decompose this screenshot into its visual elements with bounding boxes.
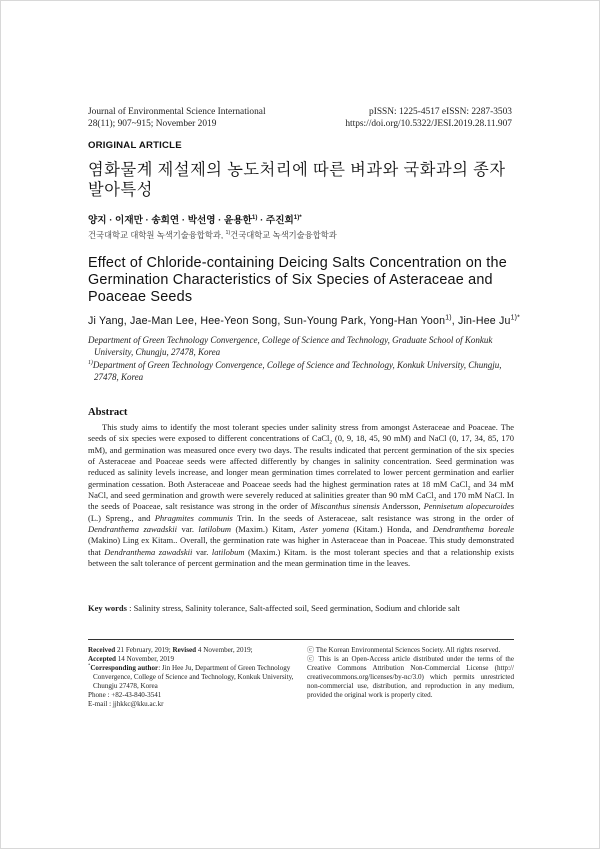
abstract-body (88, 422, 514, 569)
species-name: Dendranthema zawadskii (88, 524, 177, 535)
species-name: Dendranthema boreale (432, 524, 514, 535)
keywords-text: : Salinity stress, Salinity tolerance, Salt-affected soil, Seed germination, Sodium and chloride salt (126, 603, 460, 613)
affiliation-2-line1: Department of Green Technology Convergence, College of Science and Technology, Konkuk University, Chungju, (92, 360, 502, 370)
species-name: latilobum (198, 524, 232, 535)
english-author-list: Ji Yang, Jae-Man Lee, Hee-Yeon Song, Sun-Young Park, Yong-Han Yoon (88, 315, 446, 327)
english-title: Effect of Chloride-containing Deicing Salts Concentration on the Germination Characteristics of Six Species of Asteraceae and Poaceae Seeds (88, 255, 507, 305)
abstract-text: var. (176, 524, 199, 535)
english-corresponding-mark: 1)* (510, 314, 521, 322)
korean-affiliation (88, 229, 337, 241)
revised-label: Revised (172, 646, 197, 654)
abstract-text: (Maxim.) Kitam, (231, 524, 301, 535)
abstract-text: (L.) Spreng., and (88, 512, 155, 523)
abstract-text: (Maxim.) Kitam. is the most tolerant species and that a relationship exists between the salt tolerance of percent germination and the mean germination time in the leaves. (88, 546, 514, 569)
corresponding-mark: * (88, 662, 91, 668)
subscript: 2 (467, 485, 471, 492)
doi-link[interactable]: https://doi.org/10.5322/JESI.2019.28.11.907 (345, 119, 512, 129)
corresponding-line1: : Jin Hee Ju, Department of Green Technology (158, 664, 291, 672)
journal-info (88, 106, 266, 130)
korean-corresponding-mark: 1)* (293, 213, 302, 221)
species-name: Miscanthus sinensis (310, 501, 380, 512)
species-name: Aster yomena (300, 524, 349, 535)
english-corresponding-author: , Jin-Hee Ju (451, 315, 511, 327)
abstract-paragraph (88, 422, 514, 569)
phone: Phone : +82-43-840-3541 (88, 691, 162, 699)
abstract-text: (0, 9, 18, 45, 90 mM) and NaCl (0, 17, 34, 85, 170 mM), and germination was measured once every two days. The results indicated that percent germination of the six species of Asteraceae and Poaceae seeds were affected differently by changes in salinity concentration. Seed germination was reduced as salinity levels increase, and longer mean germination times correlated to lower percent germination and earlier germination cessation. Both Asteraceae and Poaceae seeds had the highest germination rates at 18 mM CaCl (88, 433, 514, 489)
abstract-text: Trin. In the seeds of Asteraceae, salt resistance was strong in the order of (232, 512, 514, 523)
abstract-text: var. (192, 546, 212, 557)
abstract-text: This study aims to identify the most tolerant species under salinity stress from amongst Asteraceae and Poaceae. The seeds of six species were exposed to different concentrations of CaCl (88, 422, 514, 444)
korean-title-line1: 염화물계 제설제의 농도처리에 따른 벼과와 국화과의 종자 (88, 161, 506, 179)
abstract-text: and 170 mM NaCl. In the seeds of Poaceae, salt resistance was strong in the order of (88, 490, 514, 512)
species-name: latilobum (211, 546, 245, 557)
subscript: 2 (433, 496, 437, 503)
korean-affiliation-b: 건국대학교 녹색기술융합학과 (230, 230, 337, 240)
affiliation-1-line2: University, Chungju, 27478, Korea (94, 347, 221, 357)
korean-authors (88, 212, 302, 226)
abstract-heading: Abstract (88, 407, 128, 418)
abstract-text: and 34 mM NaCl, and seed germination and growth were severely reduced at salinities greater than 90 mM CaCl (88, 478, 514, 501)
english-affiliation-1 (88, 334, 514, 358)
english-authors (88, 315, 520, 327)
affiliation-1-line1: Department of Green Technology Convergence, College of Science and Technology, Graduate School of Konkuk (88, 335, 493, 345)
article-type: ORIGINAL ARTICLE (88, 140, 182, 151)
revised-date: 4 November, 2019; (196, 646, 253, 654)
korean-title (88, 160, 518, 200)
korean-affiliation-mark: 1) (225, 230, 231, 237)
license-notice (307, 646, 514, 700)
species-name: Pennisetum alopecuroides (423, 501, 515, 512)
korean-affiliation-a: 건국대학교 대학원 녹색기술융합학과, (88, 230, 226, 240)
accepted-label: Accepted (88, 655, 116, 663)
korean-title-line2: 발아특성 (88, 181, 153, 199)
received-label: Received (88, 646, 116, 654)
keywords-label: Key words (88, 603, 127, 613)
korean-author-list: 양지 · 이재만 · 송희연 · 박선영 · 윤용한 (88, 215, 252, 226)
species-name: Dendranthema zawadskii (104, 546, 193, 557)
journal-name: Journal of Environmental Science International (88, 107, 266, 117)
abstract-text: Andersson, (379, 501, 424, 512)
corresponding-line3: Chungju 27478, Korea (93, 682, 158, 690)
license-text: ⓒ This is an Open-Access article distributed under the terms of the Creative Commons Attribution Non-Commercial License (http:// creativecommons.org/licenses/by-nc/3.0) which permits unrestricted non-commercial use, distribution, and reproduction in any medium, provided the original work is properly cited. (307, 655, 514, 699)
species-name: Phragmites communis (154, 512, 233, 523)
issn: pISSN: 1225-4517 eISSN: 2287-3503 (369, 107, 512, 117)
english-author-mark: 1) (445, 314, 452, 322)
korean-author-mark: 1) (251, 213, 258, 221)
korean-corresponding-author: · 주진희 (257, 215, 294, 226)
footer-divider (88, 639, 514, 640)
copyright-text: ⓒ The Korean Environmental Sciences Society. All rights reserved. (307, 646, 501, 654)
article-history (88, 646, 298, 709)
corresponding-line2: Convergence, College of Science and Technology, Konkuk University, (93, 673, 294, 681)
english-affiliation-2 (88, 359, 514, 383)
corresponding-label: Corresponding author (90, 664, 159, 672)
accepted-date: 14 November, 2019 (115, 655, 175, 663)
subscript: 2 (329, 440, 333, 447)
email-link[interactable]: E-mail : jjhkkc@kku.ac.kr (88, 700, 164, 708)
affiliation-2-mark: 1) (88, 360, 93, 366)
journal-ids (345, 106, 512, 130)
abstract-text: (Kitam.) Honda, and (348, 524, 433, 535)
keywords (88, 603, 514, 613)
received-date: 21 February, 2019; (115, 646, 173, 654)
affiliation-2-line2: 27478, Korea (94, 372, 144, 382)
journal-volume: 28(11); 907~915; November 2019 (88, 119, 217, 129)
abstract-text: (Makino) Ling ex Kitam.. Overall, the germination rate was higher in Asteraceae than in Poaceae. This study demonstrated that (88, 535, 514, 557)
